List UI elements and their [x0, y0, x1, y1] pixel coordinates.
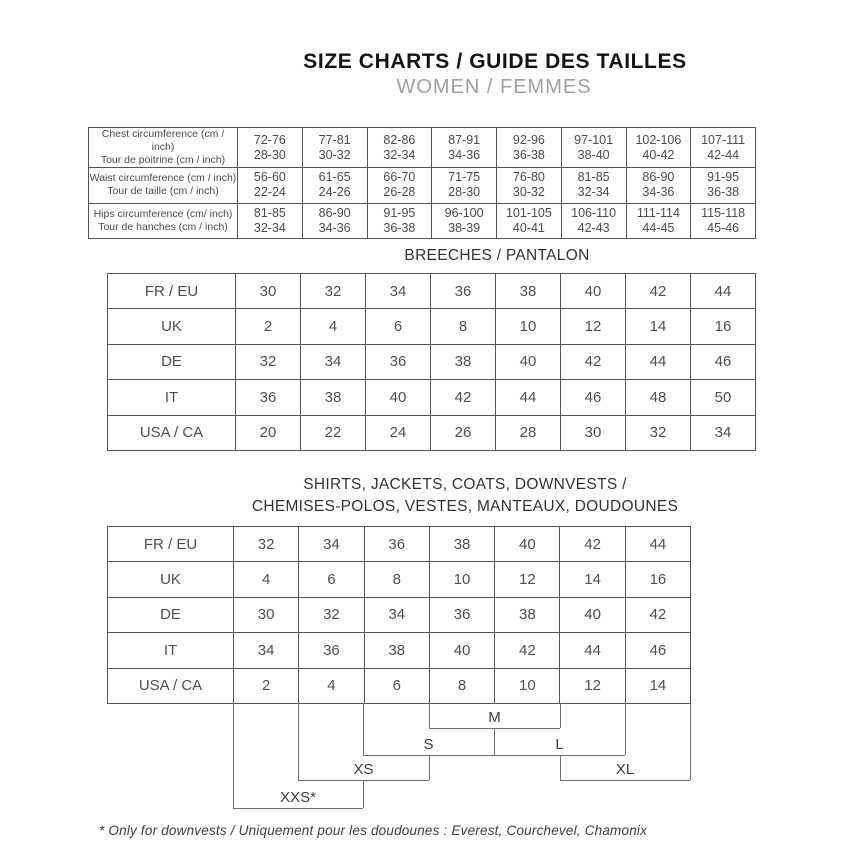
size-cell: 10 [495, 668, 560, 703]
size-cell: 26 [431, 415, 496, 450]
measurement-inch: 34-36 [318, 221, 351, 236]
measurement-inch: 34-36 [642, 185, 675, 200]
size-cell: 40 [366, 380, 431, 415]
size-cell: 40 [495, 527, 560, 562]
size-label-xl: XL [615, 761, 635, 778]
measurement-cell [367, 168, 432, 204]
measurement-inch: 44-45 [642, 221, 675, 236]
measurement-cell [626, 168, 691, 204]
size-cell: 4 [301, 309, 366, 344]
size-cell: 42 [495, 633, 560, 668]
size-row-label: UK [108, 562, 234, 597]
size-cell: 12 [560, 668, 625, 703]
size-cell: 44 [560, 633, 625, 668]
measurement-cm: 72-76 [253, 132, 286, 147]
bracket-line [363, 780, 364, 808]
size-cell: 30 [561, 415, 626, 450]
size-row [108, 562, 691, 597]
size-row-label: DE [108, 597, 234, 632]
measurement-inch: 38-39 [448, 221, 481, 236]
size-cell: 42 [431, 380, 496, 415]
size-cell: 34 [366, 274, 431, 309]
measurement-cm: 97-101 [574, 132, 614, 147]
footnote: * Only for downvests / Uniquement pour les doudounes : Everest, Courchevel, Chamonix [99, 823, 648, 838]
measurement-inch: 45-46 [707, 221, 740, 236]
size-cell: 42 [560, 527, 625, 562]
size-row [108, 633, 691, 668]
measurement-inch: 26-28 [383, 185, 416, 200]
size-row [108, 309, 756, 344]
measurement-inch: 38-40 [577, 147, 610, 162]
measurement-inch: 36-38 [383, 221, 416, 236]
measurements-table [88, 127, 756, 239]
size-row [108, 344, 756, 379]
size-row [108, 668, 691, 703]
measurement-inch: 22-24 [253, 185, 286, 200]
size-cell: 34 [299, 527, 364, 562]
shirts-heading-line1: SHIRTS, JACKETS, COATS, DOWNVESTS / [303, 476, 627, 493]
size-cell: 32 [236, 344, 301, 379]
size-cell: 8 [429, 668, 494, 703]
measurement-label-fr: Tour de hanches (cm / inch) [98, 221, 228, 234]
measurement-cm: 61-65 [318, 170, 351, 185]
size-cell: 42 [625, 597, 690, 632]
size-cell: 14 [626, 309, 691, 344]
measurement-cell [691, 128, 756, 168]
measurement-row [89, 128, 756, 168]
measurement-inch: 36-38 [707, 185, 740, 200]
bracket-line [429, 728, 560, 729]
measurement-inch: 42-44 [707, 147, 740, 162]
size-cell: 2 [236, 309, 301, 344]
measurement-cm: 87-91 [448, 132, 481, 147]
measurement-label-en: Chest circumference (cm / inch) [101, 128, 225, 153]
measurement-cm: 107-111 [701, 132, 746, 147]
bracket-line [429, 755, 430, 780]
size-cell: 10 [496, 309, 561, 344]
measurement-label-en: Waist circumference (cm / inch) [89, 172, 237, 185]
size-cell: 16 [625, 562, 690, 597]
measurement-cm: 81-85 [577, 170, 610, 185]
size-cell: 34 [364, 597, 429, 632]
measurement-cm: 66-70 [383, 170, 416, 185]
measurement-cell [302, 168, 367, 204]
bracket-line [494, 728, 495, 755]
measurement-inch: 40-42 [642, 147, 675, 162]
shirts-heading [252, 474, 678, 517]
size-cell: 36 [431, 274, 496, 309]
size-cell: 30 [236, 274, 301, 309]
measurement-cell [497, 203, 562, 239]
size-row-label: FR / EU [108, 527, 234, 562]
bracket-line [560, 780, 690, 781]
bracket-line [429, 703, 430, 728]
size-cell: 38 [364, 633, 429, 668]
bracket-line [233, 703, 234, 808]
measurement-inch: 40-41 [512, 221, 545, 236]
size-row [108, 380, 756, 415]
size-cell: 38 [496, 274, 561, 309]
measurement-cm: 81-85 [253, 206, 286, 221]
size-cell: 8 [364, 562, 429, 597]
measurement-inch: 30-32 [512, 185, 545, 200]
measurement-cell [691, 168, 756, 204]
size-cell: 24 [366, 415, 431, 450]
size-cell: 4 [299, 668, 364, 703]
measurement-cell [432, 168, 497, 204]
bracket-line [363, 703, 364, 755]
size-cell: 34 [691, 415, 756, 450]
measurement-cell [626, 128, 691, 168]
size-row-label: FR / EU [108, 274, 236, 309]
size-cell: 28 [496, 415, 561, 450]
measurement-inch: 32-34 [383, 147, 416, 162]
measurement-cell [432, 203, 497, 239]
size-row-label: IT [108, 633, 234, 668]
size-cell: 50 [691, 380, 756, 415]
measurement-cm: 91-95 [707, 170, 740, 185]
measurement-inch: 34-36 [448, 147, 481, 162]
breeches-table [107, 273, 756, 451]
measurement-cm: 56-60 [253, 170, 286, 185]
bracket-line [233, 808, 363, 809]
measurement-cell [626, 203, 691, 239]
measurement-cell [561, 128, 626, 168]
size-row-label: UK [108, 309, 236, 344]
measurement-cell [561, 168, 626, 204]
size-cell: 32 [626, 415, 691, 450]
size-cell: 10 [429, 562, 494, 597]
bracket-line [298, 780, 429, 781]
size-cell: 46 [625, 633, 690, 668]
size-row-label: USA / CA [108, 415, 236, 450]
measurement-cm: 92-96 [512, 132, 545, 147]
size-cell: 40 [429, 633, 494, 668]
size-cell: 20 [236, 415, 301, 450]
measurement-cm: 111-114 [636, 206, 680, 221]
measurement-cell [561, 203, 626, 239]
measurement-row [89, 203, 756, 239]
size-cell: 6 [299, 562, 364, 597]
bracket-line [298, 703, 299, 780]
size-label-l: L [555, 736, 564, 753]
bracket-line [560, 703, 561, 728]
size-cell: 36 [429, 597, 494, 632]
shirts-heading-line2: CHEMISES-POLOS, VESTES, MANTEAUX, DOUDOUNES [251, 497, 679, 515]
size-cell: 46 [691, 344, 756, 379]
size-cell: 36 [236, 380, 301, 415]
size-label-m: M [488, 709, 501, 726]
measurement-inch: 24-26 [318, 185, 351, 200]
size-cell: 36 [299, 633, 364, 668]
size-cell: 8 [431, 309, 496, 344]
measurement-cm: 96-100 [444, 206, 484, 221]
size-row-label: USA / CA [108, 668, 234, 703]
size-cell: 16 [691, 309, 756, 344]
size-cell: 32 [301, 274, 366, 309]
measurement-cell [497, 128, 562, 168]
size-cell: 38 [495, 597, 560, 632]
size-cell: 14 [560, 562, 625, 597]
page-subtitle: WOMEN / FEMMES [396, 76, 592, 98]
size-cell: 30 [234, 597, 299, 632]
size-label-s: S [423, 736, 434, 753]
size-cell: 34 [234, 633, 299, 668]
size-row [108, 415, 756, 450]
size-cell: 32 [234, 527, 299, 562]
measurement-cm: 71-75 [448, 170, 481, 185]
size-cell: 4 [234, 562, 299, 597]
size-cell: 40 [561, 274, 626, 309]
size-cell: 32 [299, 597, 364, 632]
size-cell: 6 [366, 309, 431, 344]
size-cell: 44 [625, 527, 690, 562]
size-cell: 44 [496, 380, 561, 415]
size-cell: 38 [429, 527, 494, 562]
bracket-line [690, 703, 691, 780]
measurement-cm: 82-86 [383, 132, 416, 147]
measurement-cm: 76-80 [512, 170, 545, 185]
measurement-cell [302, 203, 367, 239]
size-cell: 38 [301, 380, 366, 415]
measurement-cm: 91-95 [383, 206, 416, 221]
measurement-inch: 30-32 [318, 147, 351, 162]
measurement-label [89, 168, 238, 204]
measurement-inch: 42-43 [577, 221, 610, 236]
size-cell: 36 [364, 527, 429, 562]
measurement-cell [497, 168, 562, 204]
measurement-inch: 28-30 [448, 185, 481, 200]
size-cell: 42 [561, 344, 626, 379]
size-label-xxs: XXS* [280, 789, 316, 806]
measurement-cell [432, 128, 497, 168]
measurement-label-en: Hips circumference (cm/ inch) [93, 208, 233, 221]
size-cell: 42 [626, 274, 691, 309]
size-cell: 40 [560, 597, 625, 632]
size-cell: 34 [301, 344, 366, 379]
measurement-cell [302, 128, 367, 168]
measurement-cm: 77-81 [318, 132, 351, 147]
size-cell: 48 [626, 380, 691, 415]
bracket-line [560, 755, 561, 780]
measurement-cell [691, 203, 756, 239]
size-cell: 14 [625, 668, 690, 703]
measurement-cell [238, 168, 303, 204]
bracket-line [625, 703, 626, 755]
size-row [108, 597, 691, 632]
measurement-cm: 101-105 [505, 206, 552, 221]
measurement-label [89, 128, 238, 168]
size-cell: 38 [431, 344, 496, 379]
measurement-inch: 36-38 [512, 147, 545, 162]
size-row [108, 527, 691, 562]
measurement-cm: 115-118 [701, 206, 746, 221]
measurement-inch: 32-34 [577, 185, 610, 200]
measurement-label-fr: Tour de taille (cm / inch) [107, 185, 219, 198]
measurement-inch: 28-30 [253, 147, 286, 162]
measurement-label [89, 203, 238, 239]
measurement-cm: 86-90 [642, 170, 675, 185]
measurement-cm: 86-90 [318, 206, 351, 221]
size-cell: 2 [234, 668, 299, 703]
size-cell: 12 [495, 562, 560, 597]
measurement-row [89, 168, 756, 204]
measurement-cell [367, 128, 432, 168]
size-label-xs: XS [353, 761, 374, 778]
measurement-cell [238, 128, 303, 168]
shirts-table [107, 526, 691, 704]
size-cell: 44 [626, 344, 691, 379]
size-cell: 6 [364, 668, 429, 703]
size-cell: 36 [366, 344, 431, 379]
size-cell: 40 [496, 344, 561, 379]
size-cell: 12 [561, 309, 626, 344]
measurement-cell [367, 203, 432, 239]
size-row-label: IT [108, 380, 236, 415]
size-cell: 46 [561, 380, 626, 415]
measurement-cm: 106-110 [571, 206, 617, 221]
size-cell: 22 [301, 415, 366, 450]
size-row-label: DE [108, 344, 236, 379]
measurement-cell [238, 203, 303, 239]
page-title: SIZE CHARTS / GUIDE DES TAILLES [303, 50, 687, 73]
measurement-cm: 102-106 [635, 132, 682, 147]
breeches-heading: BREECHES / PANTALON [404, 247, 590, 264]
measurement-label-fr: Tour de poitrine (cm / inch) [100, 154, 226, 166]
size-cell: 44 [691, 274, 756, 309]
size-row [108, 274, 756, 309]
measurement-inch: 32-34 [253, 221, 286, 236]
bracket-line [363, 755, 625, 756]
